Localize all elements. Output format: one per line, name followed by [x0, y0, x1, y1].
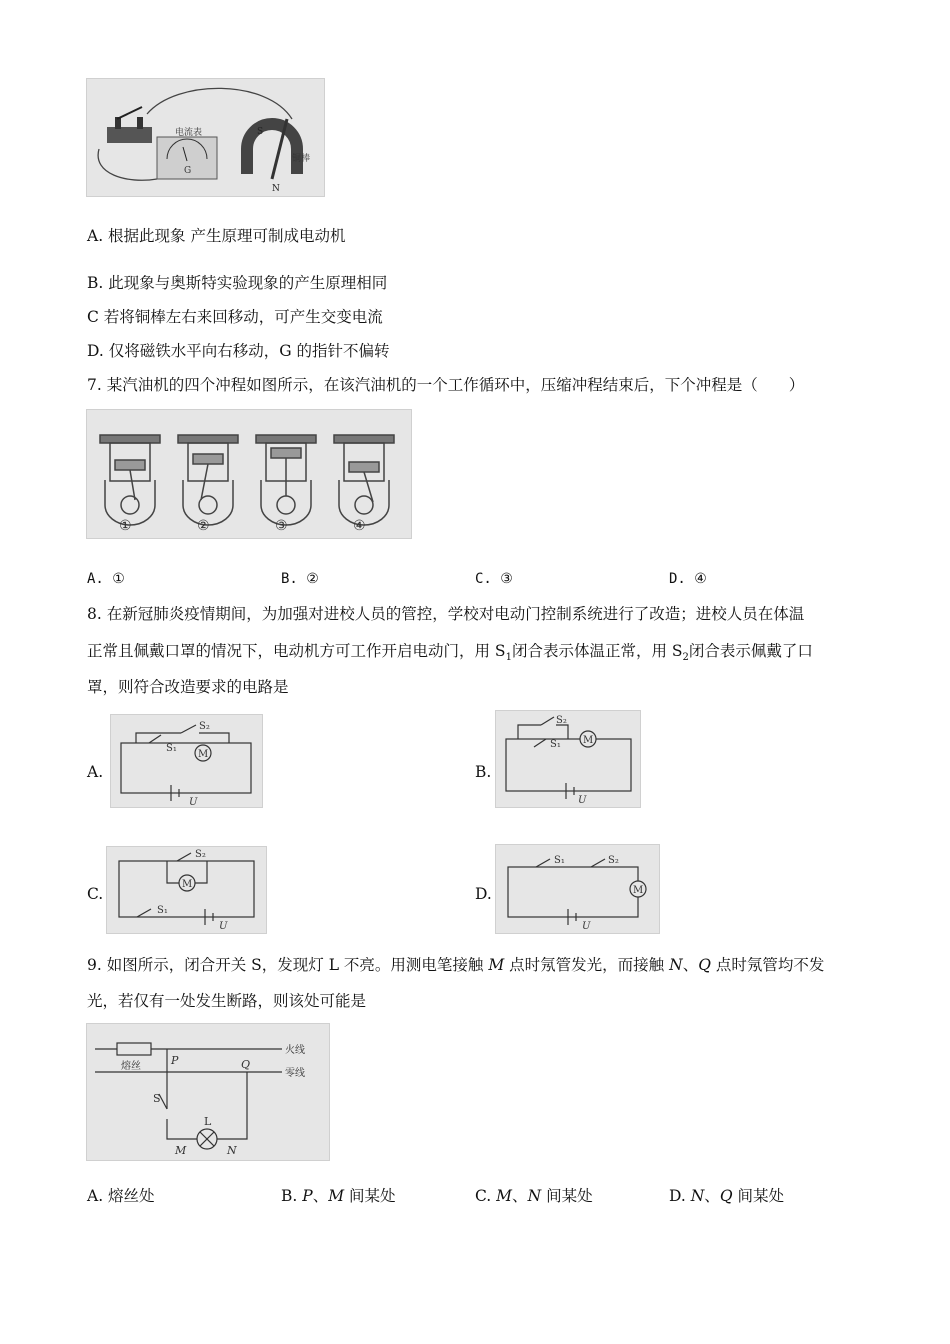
q6-figure-drawing [87, 79, 324, 196]
q8-stem-line3: 罩，则符合改造要求的电路是 [87, 678, 289, 696]
q8-circuit-d-drawing [496, 845, 659, 933]
rod-label: 铜棒 [292, 154, 311, 164]
q6-option-d: D. 仅将磁铁水平向右移动，G 的指针不偏转 [87, 342, 390, 360]
q9-option-b-sep: 、 [312, 1187, 329, 1205]
q9-option-c-sep: 、 [512, 1187, 528, 1205]
neutral-wire-label: 零线 [285, 1068, 305, 1079]
m-label: M [175, 1144, 187, 1157]
s1-label: S₁ [166, 743, 177, 754]
s2-label: S₂ [199, 721, 210, 732]
s2-label: S₂ [195, 849, 206, 860]
q6-option-c: C 若将铜棒左右来回移动，可产生交变电流 [87, 308, 383, 326]
q9-stem-line1 [87, 954, 824, 976]
q6-option-a: A. 根据此现象 产生原理可制成电动机 [87, 227, 346, 245]
n-label: N [227, 1144, 237, 1157]
q9-figure-drawing [87, 1024, 329, 1160]
s1-label: S₁ [554, 855, 565, 866]
q9-option-d-b: Q [719, 1187, 733, 1205]
u-label: U [219, 921, 228, 932]
q7-figure-drawing [87, 410, 411, 538]
s1-label: S₁ [550, 739, 561, 750]
g-label: G [184, 166, 192, 176]
u-label: U [582, 921, 591, 932]
q8-option-c-label: C. [87, 885, 104, 903]
q9-option-d [669, 1185, 784, 1207]
live-wire-label: 火线 [285, 1045, 305, 1056]
q7-figure [86, 409, 412, 539]
q8-stem-line2-part-c: 闭合表示佩戴了口 [688, 642, 813, 660]
q9-figure [86, 1023, 330, 1161]
q7-option-c: C. ③ [475, 571, 513, 587]
stroke-label-2: ② [197, 518, 210, 534]
q8-circuit-c-drawing [107, 847, 266, 933]
n-pole-label: N [272, 184, 280, 194]
q9-stem-n: N [669, 956, 683, 974]
q9-stem-part-c: 点时氖管均不发 [715, 956, 825, 974]
q8-stem-line1: 8. 在新冠肺炎疫情期间，为加强对进校人员的管控，学校对电动门控制系统进行了改造；进校人员在体温 [87, 605, 805, 623]
q9-option-b [281, 1185, 396, 1207]
q8-circuit-b-drawing [496, 711, 640, 807]
motor-label: M [182, 879, 193, 890]
p-label: P [171, 1054, 179, 1067]
q9-option-b-a: P [302, 1187, 313, 1205]
q8-option-b-label: B. [475, 763, 492, 781]
q8-sub-2: 2 [682, 652, 689, 664]
u-label: U [578, 795, 587, 806]
q9-option-c-a: M [496, 1187, 513, 1205]
q-label: Q [241, 1058, 251, 1071]
s2-label: S₂ [608, 855, 619, 866]
stroke-label-1: ① [119, 518, 132, 534]
q7-option-b: B. ② [281, 571, 319, 587]
fuse-label: 熔丝 [121, 1061, 141, 1072]
q6-figure [86, 78, 325, 197]
s-pole-label: S [257, 127, 264, 137]
q9-stem-line2: 光，若仅有一处发生断路，则该处可能是 [87, 992, 367, 1010]
q8-stem-line2-part-a: 正常且佩戴口罩的情况下，电动机方可工作开启电动门，用 S [87, 642, 506, 660]
q8-sub-1: 1 [505, 652, 512, 664]
q9-option-c-b: N [527, 1187, 542, 1205]
motor-label: M [633, 885, 644, 896]
l-label: L [204, 1115, 212, 1128]
q9-option-b-b: M [328, 1187, 345, 1205]
q9-option-c-suffix: 间某处 [546, 1187, 593, 1205]
magnet [247, 124, 297, 174]
q9-option-d-prefix: D. [669, 1187, 691, 1205]
q9-option-d-a: N [690, 1187, 705, 1205]
q8-option-d-label: D. [475, 885, 492, 903]
q9-option-d-suffix: 间某处 [737, 1187, 784, 1205]
q8-circuit-c [106, 846, 267, 934]
s1-label: S₁ [157, 905, 168, 916]
q9-stem-part-a: 9. 如图所示，闭合开关 S，发现灯 L 不亮。用测电笔接触 [87, 956, 484, 974]
q9-option-c [475, 1185, 593, 1207]
s2-label: S₂ [556, 715, 567, 726]
q8-stem-line2 [87, 640, 813, 669]
q9-option-a: A. 熔丝处 [87, 1187, 155, 1205]
q9-stem-q: Q [698, 956, 711, 974]
q6-option-b: B. 此现象与奥斯特实验现象的产生原理相同 [87, 274, 388, 292]
q9-option-c-prefix: C. [475, 1187, 497, 1205]
q7-stem: 7. 某汽油机的四个冲程如图所示，在该汽油机的一个工作循环中，压缩冲程结束后，下个冲程是（ ） [87, 376, 805, 394]
q8-stem-line2-part-b: 闭合表示体温正常，用 S [511, 642, 683, 660]
q8-circuit-b [495, 710, 641, 808]
q8-circuit-a-drawing [111, 715, 262, 807]
motor-label: M [198, 749, 209, 760]
switch-base [107, 127, 152, 143]
q8-circuit-a [110, 714, 263, 808]
s-label: S [153, 1092, 161, 1105]
q7-option-d: D. ④ [669, 571, 707, 587]
motor-label: M [583, 735, 594, 746]
q9-stem-m: M [488, 956, 505, 974]
stroke-label-4: ④ [353, 518, 366, 534]
q9-option-b-suffix: 间某处 [349, 1187, 396, 1205]
q9-stem-sep: 、 [682, 956, 699, 974]
q9-stem-part-b: 点时氖管发光，而接触 [509, 956, 665, 974]
q8-circuit-d [495, 844, 660, 934]
q9-option-b-prefix: B. [281, 1187, 303, 1205]
u-label: U [189, 797, 198, 807]
q8-option-a-label: A. [87, 763, 104, 781]
stroke-label-3: ③ [275, 518, 288, 534]
meter-label: 电流表 [175, 128, 203, 138]
q7-option-a: A. ① [87, 571, 125, 587]
q9-option-d-sep: 、 [704, 1187, 720, 1205]
